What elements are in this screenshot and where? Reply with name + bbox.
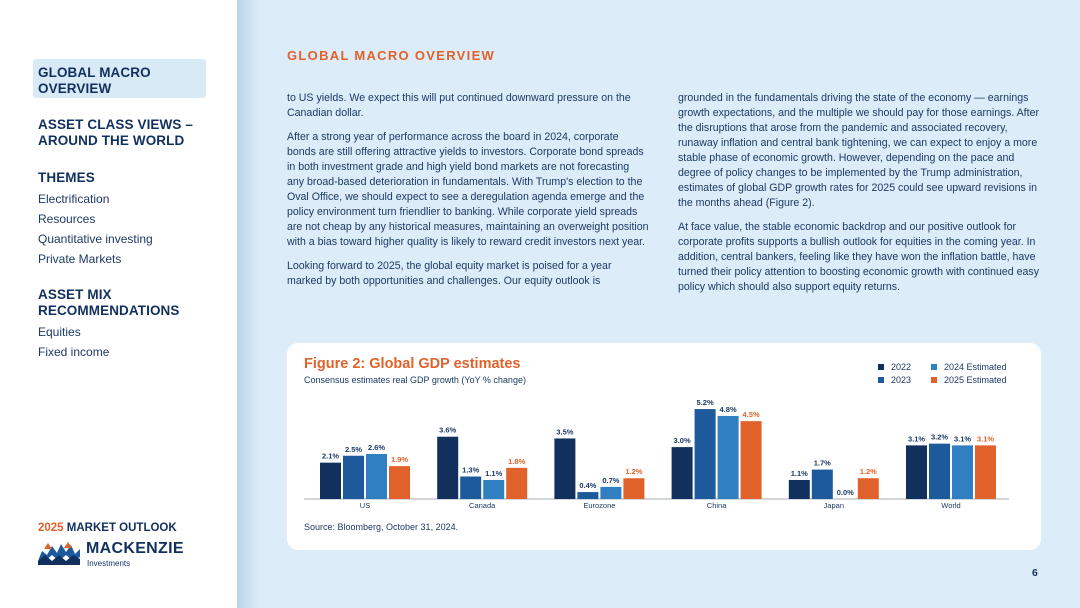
body-column-left	[287, 91, 649, 298]
bar-eurozone-2024-estimated	[600, 487, 621, 499]
legend-label: 2024 Estimated	[944, 362, 1007, 372]
data-label: 4.5%	[742, 410, 760, 420]
data-label: 0.4%	[579, 481, 597, 491]
data-label: 1.1%	[790, 468, 808, 478]
data-label: 2.6%	[367, 443, 386, 453]
data-label: 3.6%	[439, 425, 457, 435]
data-label: 1.1%	[485, 468, 503, 478]
data-label: 1.8%	[508, 456, 526, 466]
data-label: 1.3%	[462, 465, 480, 475]
paragraph: Looking forward to 2025, the global equity market is poised for a year marked by both opportunities and challenges. Our equity outlook is	[287, 260, 612, 287]
nav-quantitative-investing[interactable]: Quantitative investing	[38, 232, 153, 246]
data-label: 3.1%	[976, 434, 995, 444]
nav-electrification[interactable]: Electrification	[38, 192, 110, 206]
bar-china-2025-estimated	[741, 421, 762, 499]
bar-eurozone-2023	[577, 492, 598, 499]
gdp-bar-chart	[287, 343, 1041, 550]
figure-card	[287, 343, 1041, 550]
bar-world-2024-estimated	[952, 445, 973, 499]
chart-source: Source: Bloomberg, October 31, 2024.	[304, 522, 459, 532]
outlook-year: 2025	[38, 522, 64, 534]
paragraph: grounded in the fundamentals driving the state of the economy — earnings growth expectations, and the multiple we should pay for those earnings. After the disruptions that arose from the pandemic and associated recovery, runaway inflation and central bank tightening, we can expect to enjoy a more stable phase of economic growth. However, depending on the pace and degree of policy changes to be implemented by the Trump administration, estimates of global GDP growth rates for 2025 could see upward revisions in the months ahead (Figure 2).	[678, 92, 1039, 209]
data-label: 2.5%	[344, 444, 363, 454]
data-label: 3.2%	[930, 432, 949, 442]
bar-world-2025-estimated	[975, 445, 996, 499]
bar-china-2024-estimated	[718, 416, 739, 499]
data-label: 1.2%	[625, 467, 643, 477]
sidebar	[0, 0, 237, 608]
paragraph: At face value, the stable economic backdrop and our positive outlook for corporate profits supports a bullish outlook for equities in the coming year. In addition, central bankers, feeling like they have won the inflation battle, have turned their policy attention to boosting economic growth with continued easy policy which should also support equity returns.	[678, 221, 1039, 293]
legend-label: 2025 Estimated	[944, 375, 1007, 385]
x-tick-label: Eurozone	[583, 501, 616, 510]
data-label: 1.9%	[390, 455, 409, 465]
brand-name: MACKENZIE	[86, 540, 184, 557]
market-outlook-label	[38, 522, 177, 534]
x-tick-label: Japan	[823, 501, 845, 510]
x-tick-label: World	[941, 501, 961, 510]
section-title: GLOBAL MACRO OVERVIEW	[287, 48, 496, 63]
paragraph: to US yields. We expect this will put continued downward pressure on the Canadian dollar.	[287, 92, 631, 119]
data-label: 0.0%	[836, 488, 854, 497]
nav-resources[interactable]: Resources	[38, 212, 96, 226]
chart-title: Figure 2: Global GDP estimates	[304, 356, 521, 372]
data-label: 4.8%	[719, 404, 737, 414]
bar-us-2023	[343, 456, 364, 499]
chart-subtitle: Consensus estimates real GDP growth (YoY % change)	[304, 375, 526, 385]
outlook-text: MARKET OUTLOOK	[66, 522, 177, 534]
bar-japan-2022	[789, 480, 810, 499]
legend-label: 2023	[891, 375, 912, 385]
x-tick-label: US	[359, 501, 371, 510]
bar-eurozone-2025-estimated	[623, 478, 644, 499]
paragraph: After a strong year of performance across the board in 2024, corporate bonds are still offering attractive yields to investors. Corporate bond spreads in both investment grade and high yield bond markets are not forecasting any broad-based deterioration in fundamentals. With Trump's election to the Oval Office, we should expect to see a deregulation agenda emerge and the policy environment turn friendlier to banking. While corporate yield spreads are not cheap by any historical measures, maintaining an overweight position with a bias toward higher quality is likely to reward credit investors next year.	[287, 131, 649, 248]
data-label: 1.7%	[813, 458, 831, 468]
bar-eurozone-2022	[554, 438, 575, 499]
data-label: 3.1%	[907, 434, 926, 444]
nav-global-macro-overview[interactable]: GLOBAL MACRO OVERVIEW	[38, 65, 151, 96]
data-label: 3.0%	[673, 436, 691, 446]
bar-japan-2025-estimated	[858, 478, 879, 499]
data-label: 3.5%	[556, 427, 574, 437]
bar-canada-2022	[437, 437, 458, 499]
bar-canada-2024-estimated	[483, 480, 504, 499]
data-label: 2.1%	[321, 451, 340, 461]
sidebar-shadow	[237, 0, 259, 608]
bar-japan-2023	[812, 470, 833, 499]
bar-us-2022	[320, 463, 341, 499]
bar-china-2022	[672, 447, 693, 499]
nav-themes[interactable]: THEMES	[38, 170, 95, 185]
brand-subtitle: Investments	[87, 559, 131, 568]
bar-world-2023	[929, 444, 950, 499]
nav-equities[interactable]: Equities	[38, 325, 81, 339]
data-label: 0.7%	[602, 475, 620, 485]
x-tick-label: China	[706, 501, 727, 510]
mackenzie-logo-icon	[38, 541, 80, 565]
nav-asset-mix-recommendations[interactable]: ASSET MIX RECOMMENDATIONS	[38, 287, 180, 318]
data-label: 3.1%	[953, 434, 972, 444]
bar-world-2022	[906, 445, 927, 499]
page-number: 6	[1032, 567, 1038, 579]
body-column-right	[678, 91, 1040, 304]
bar-us-2024-estimated	[366, 454, 387, 499]
bar-canada-2023	[460, 477, 481, 499]
bar-canada-2025-estimated	[506, 468, 527, 499]
bar-china-2023	[695, 409, 716, 499]
nav-fixed-income[interactable]: Fixed income	[38, 345, 110, 359]
legend-label: 2022	[891, 362, 912, 372]
nav-asset-class-views[interactable]: ASSET CLASS VIEWS – AROUND THE WORLD	[38, 117, 193, 148]
nav-private-markets[interactable]: Private Markets	[38, 252, 122, 266]
data-label: 1.2%	[859, 467, 877, 477]
x-tick-label: Canada	[469, 501, 496, 510]
bar-us-2025-estimated	[389, 466, 410, 499]
data-label: 5.2%	[696, 398, 714, 408]
